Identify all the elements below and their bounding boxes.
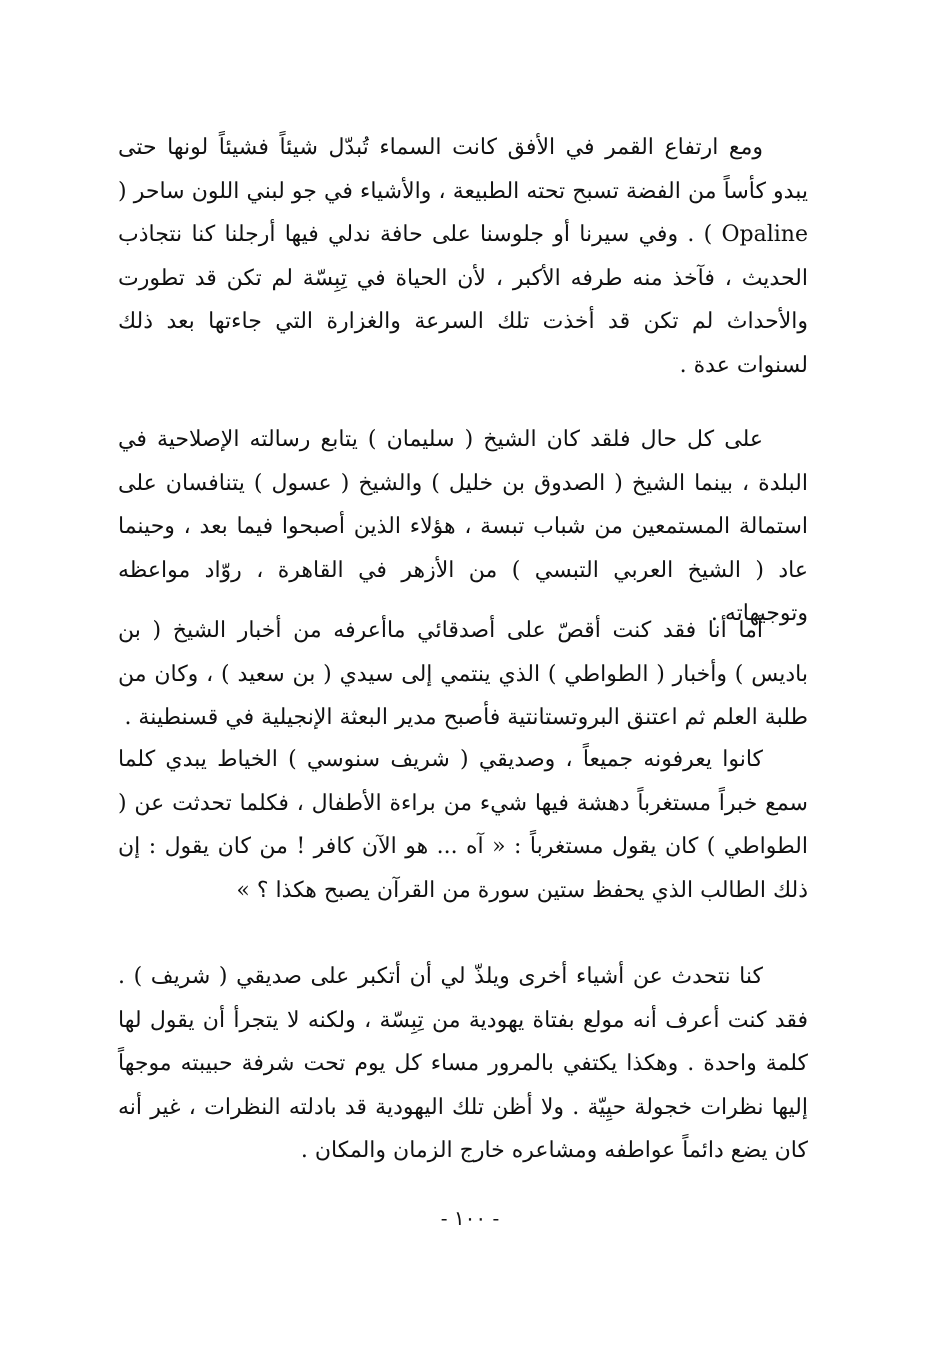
paragraph-sharif (118, 955, 808, 1173)
paragraph-text: كانوا يعرفونه جميعاً ، وصديقي ( شريف سنوسي ) الخياط يبدي كلما سمع خبراً مستغرباً دهشة فيها شيء من براءة الأطفال ، فكلما تحدثت عن ( الطواطي ) كان يقول مستغرباً : « آه ... هو الآن كافر ! من كان يقول : إن ذلك الطالب الذي يحفظ ستين سورة من القرآن يصبح هكذا ؟ » (118, 747, 808, 903)
paragraph-text: أما أنا فقد كنت أقصّ على أصدقائي ماأعرفه من أخبار الشيخ ( بن باديس ) وأخبار ( الطواطي ) الذي ينتمي إلى سيدي ( بن سعيد ) ، وكان من طلبة العلم ثم اعتنق البروتستانتية فأصبح مدير البعثة الإنجيلية في قسنطينة . (118, 618, 808, 730)
paragraph-text: ومع ارتفاع القمر في الأفق كانت السماء تُبدّل شيئاً فشيئاً لونها حتى يبدو كأساً من الفضة تسبح تحته الطبيعة ، والأشياء في جو لبني اللون ساحر ( Opaline ) . وفي سيرنا أو جلوسنا على حافة ندلي فيها أرجلنا كنا نتجاذب الحديث ، فآخذ منه طرفه الأكبر ، لأن الحياة في تِبِسّة لم تكن قد تطورت والأحداث لم تكن قد أخذت تلك السرعة والغزارة التي جاءتها بعد ذلك لسنوات عدة . (118, 135, 808, 378)
page-number: - ١٠٠ - (440, 1206, 500, 1230)
paragraph-text: على كل حال فلقد كان الشيخ ( سليمان ) يتابع رسالته الإصلاحية في البلدة ، بينما الشيخ ( الصدوق بن خليل ) والشيخ ( عسول ) يتنافسان على استمالة المستمعين من شباب تبسة ، هؤلاء الذين أصبحوا فيما بعد ، وحينما عاد ( الشيخ العربي التبسي ) من الأزهر في القاهرة ، روّاد مواعظه وتوجيهاته . (118, 427, 808, 626)
paragraph-friend-reaction (118, 738, 808, 912)
paragraph-stories (118, 609, 808, 740)
paragraph-moonrise (118, 126, 808, 387)
paragraph-text: كنا نتحدث عن أشياء أخرى ويلذّ لي أن أتكبر على صديقي ( شريف ) . فقد كنت أعرف أنه مولع بفتاة يهودية من تِبِسّة ، ولكنه لا يتجرأ أن يقول لها كلمة واحدة . وهكذا يكتفي بالمرور مساء كل يوم تحت شرفة حبيبته موجهاً إليها نظرات خجولة حيِيّة . ولا أظن تلك اليهودية قد بادلته النظرات ، غير أنه كان يضع دائماً عواطفه ومشاعره خارج الزمان والمكان . (118, 964, 808, 1163)
paragraph-sheikhs (118, 418, 808, 636)
